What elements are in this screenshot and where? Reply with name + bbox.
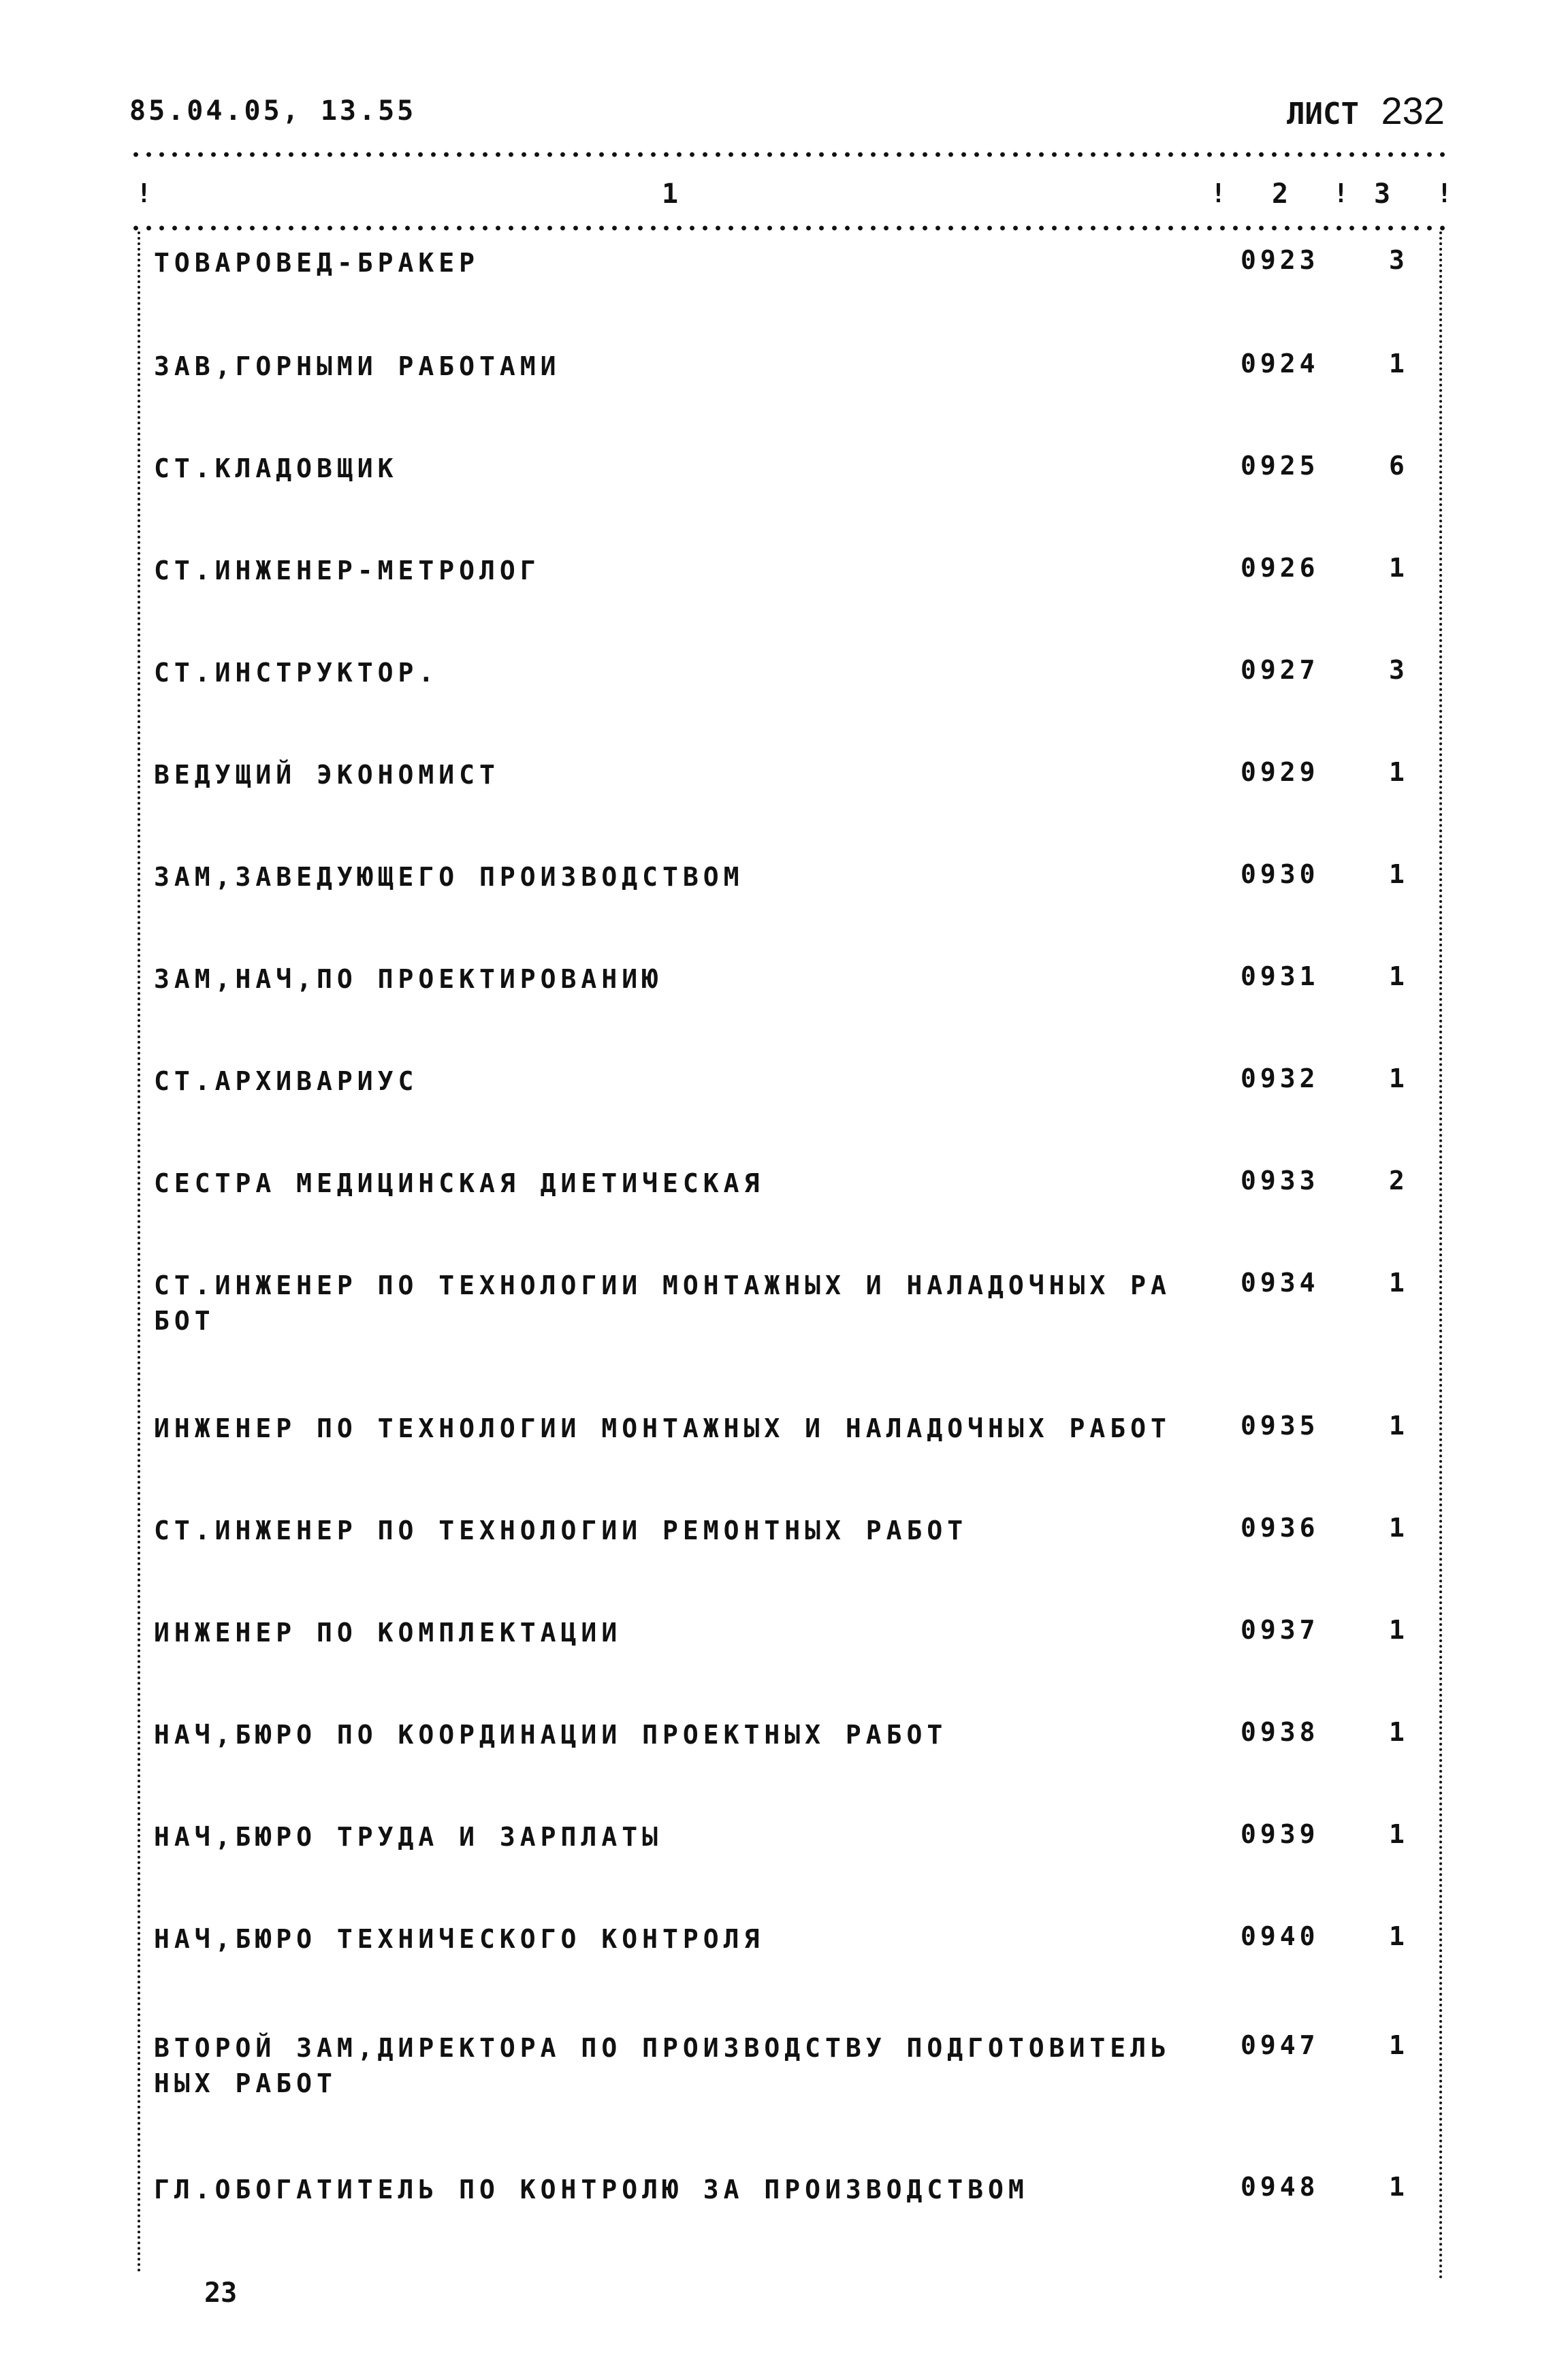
- position-count: 1: [1389, 757, 1405, 787]
- position-code: 0936: [1241, 1513, 1319, 1543]
- position-count: 1: [1389, 1717, 1405, 1747]
- position-code: 0926: [1241, 553, 1319, 583]
- position-count: 1: [1389, 1921, 1405, 1951]
- position-name: СТ.ИНЖЕНЕР ПО ТЕХНОЛОГИИ РЕМОНТНЫХ РАБОТ: [154, 1516, 968, 1545]
- print-datetime: 85.04.05, 13.55: [129, 95, 417, 127]
- column-header-3: 3: [1374, 178, 1391, 210]
- position-count: 1: [1389, 2030, 1405, 2060]
- position-code: 0933: [1241, 1166, 1319, 1196]
- position-name: СЕСТРА МЕДИЦИНСКАЯ ДИЕТИЧЕСКАЯ: [154, 1168, 765, 1198]
- position-code: 0938: [1241, 1717, 1319, 1747]
- position-name: ИНЖЕНЕР ПО КОМПЛЕКТАЦИИ: [154, 1618, 622, 1648]
- position-code: 0923: [1241, 245, 1319, 275]
- position-count: 1: [1389, 1411, 1405, 1441]
- position-count: 1: [1389, 2172, 1405, 2202]
- position-name: ВЕДУЩИЙ ЭКОНОМИСТ: [154, 760, 500, 790]
- position-count: 6: [1389, 451, 1405, 481]
- position-count: 1: [1389, 1615, 1405, 1645]
- position-name: НАЧ,БЮРО ТЕХНИЧЕСКОГО КОНТРОЛЯ: [154, 1924, 765, 1954]
- position-count: 1: [1389, 1513, 1405, 1543]
- position-name: ЗАВ,ГОРНЫМИ РАБОТАМИ: [154, 351, 561, 381]
- position-count: 1: [1389, 553, 1405, 583]
- position-code: 0939: [1241, 1819, 1319, 1849]
- position-name: ВТОРОЙ ЗАМ,ДИРЕКТОРА ПО ПРОИЗВОДСТВУ ПОДГОТОВИТЕЛЬ НЫХ РАБОТ: [154, 2033, 1171, 2098]
- column-header-2: 2: [1272, 178, 1289, 210]
- position-code: 0931: [1241, 961, 1319, 991]
- position-count: 1: [1389, 1268, 1405, 1298]
- page-footer-number: 23: [204, 2277, 238, 2309]
- sheet-number: 232: [1381, 89, 1445, 132]
- table-right-border: [1439, 231, 1442, 2281]
- asterisk-rule-top: [129, 151, 1450, 158]
- position-code: 0948: [1241, 2172, 1319, 2202]
- position-name: СТ.ИНЖЕНЕР ПО ТЕХНОЛОГИИ МОНТАЖНЫХ И НАЛАДОЧНЫХ РА БОТ: [154, 1270, 1171, 1336]
- position-count: 1: [1389, 859, 1405, 889]
- column-header-1: 1: [662, 178, 679, 210]
- position-code: 0935: [1241, 1411, 1319, 1441]
- column-separator: !: [1437, 178, 1452, 208]
- column-separator: !: [1333, 178, 1349, 208]
- position-name: СТ.ИНЖЕНЕР-МЕТРОЛОГ: [154, 556, 541, 586]
- position-name: СТ.ИНСТРУКТОР.: [154, 658, 439, 688]
- position-code: 0929: [1241, 757, 1319, 787]
- position-name: ЗАМ,ЗАВЕДУЮЩЕГО ПРОИЗВОДСТВОМ: [154, 862, 744, 892]
- position-name: ТОВАРОВЕД-БРАКЕР: [154, 248, 480, 278]
- table-left-border: [138, 231, 140, 2274]
- position-count: 1: [1389, 1819, 1405, 1849]
- asterisk-rule-header: [129, 225, 1450, 231]
- position-name: НАЧ,БЮРО ТРУДА И ЗАРПЛАТЫ: [154, 1822, 662, 1852]
- position-code: 0932: [1241, 1063, 1319, 1093]
- position-count: 3: [1389, 245, 1405, 275]
- position-code: 0925: [1241, 451, 1319, 481]
- sheet-label: [1287, 89, 1445, 133]
- position-name: НАЧ,БЮРО ПО КООРДИНАЦИИ ПРОЕКТНЫХ РАБОТ: [154, 1720, 948, 1750]
- position-name: ЗАМ,НАЧ,ПО ПРОЕКТИРОВАНИЮ: [154, 964, 662, 994]
- column-separator: !: [136, 178, 152, 208]
- position-count: 2: [1389, 1166, 1405, 1196]
- position-code: 0937: [1241, 1615, 1319, 1645]
- position-code: 0924: [1241, 349, 1319, 379]
- position-name: ГЛ.ОБОГАТИТЕЛЬ ПО КОНТРОЛЮ ЗА ПРОИЗВОДСТВОМ: [154, 2175, 1029, 2205]
- sheet-label-text: ЛИСТ: [1287, 97, 1359, 131]
- position-code: 0930: [1241, 859, 1319, 889]
- position-name: ИНЖЕНЕР ПО ТЕХНОЛОГИИ МОНТАЖНЫХ И НАЛАДОЧНЫХ РАБОТ: [154, 1413, 1171, 1443]
- position-count: 1: [1389, 1063, 1405, 1093]
- column-separator: !: [1211, 178, 1226, 208]
- position-code: 0934: [1241, 1268, 1319, 1298]
- position-count: 3: [1389, 655, 1405, 685]
- position-code: 0927: [1241, 655, 1319, 685]
- position-code: 0947: [1241, 2030, 1319, 2060]
- position-count: 1: [1389, 961, 1405, 991]
- position-name: СТ.АРХИВАРИУС: [154, 1066, 419, 1096]
- position-count: 1: [1389, 349, 1405, 379]
- position-name: СТ.КЛАДОВЩИК: [154, 453, 398, 483]
- position-code: 0940: [1241, 1921, 1319, 1951]
